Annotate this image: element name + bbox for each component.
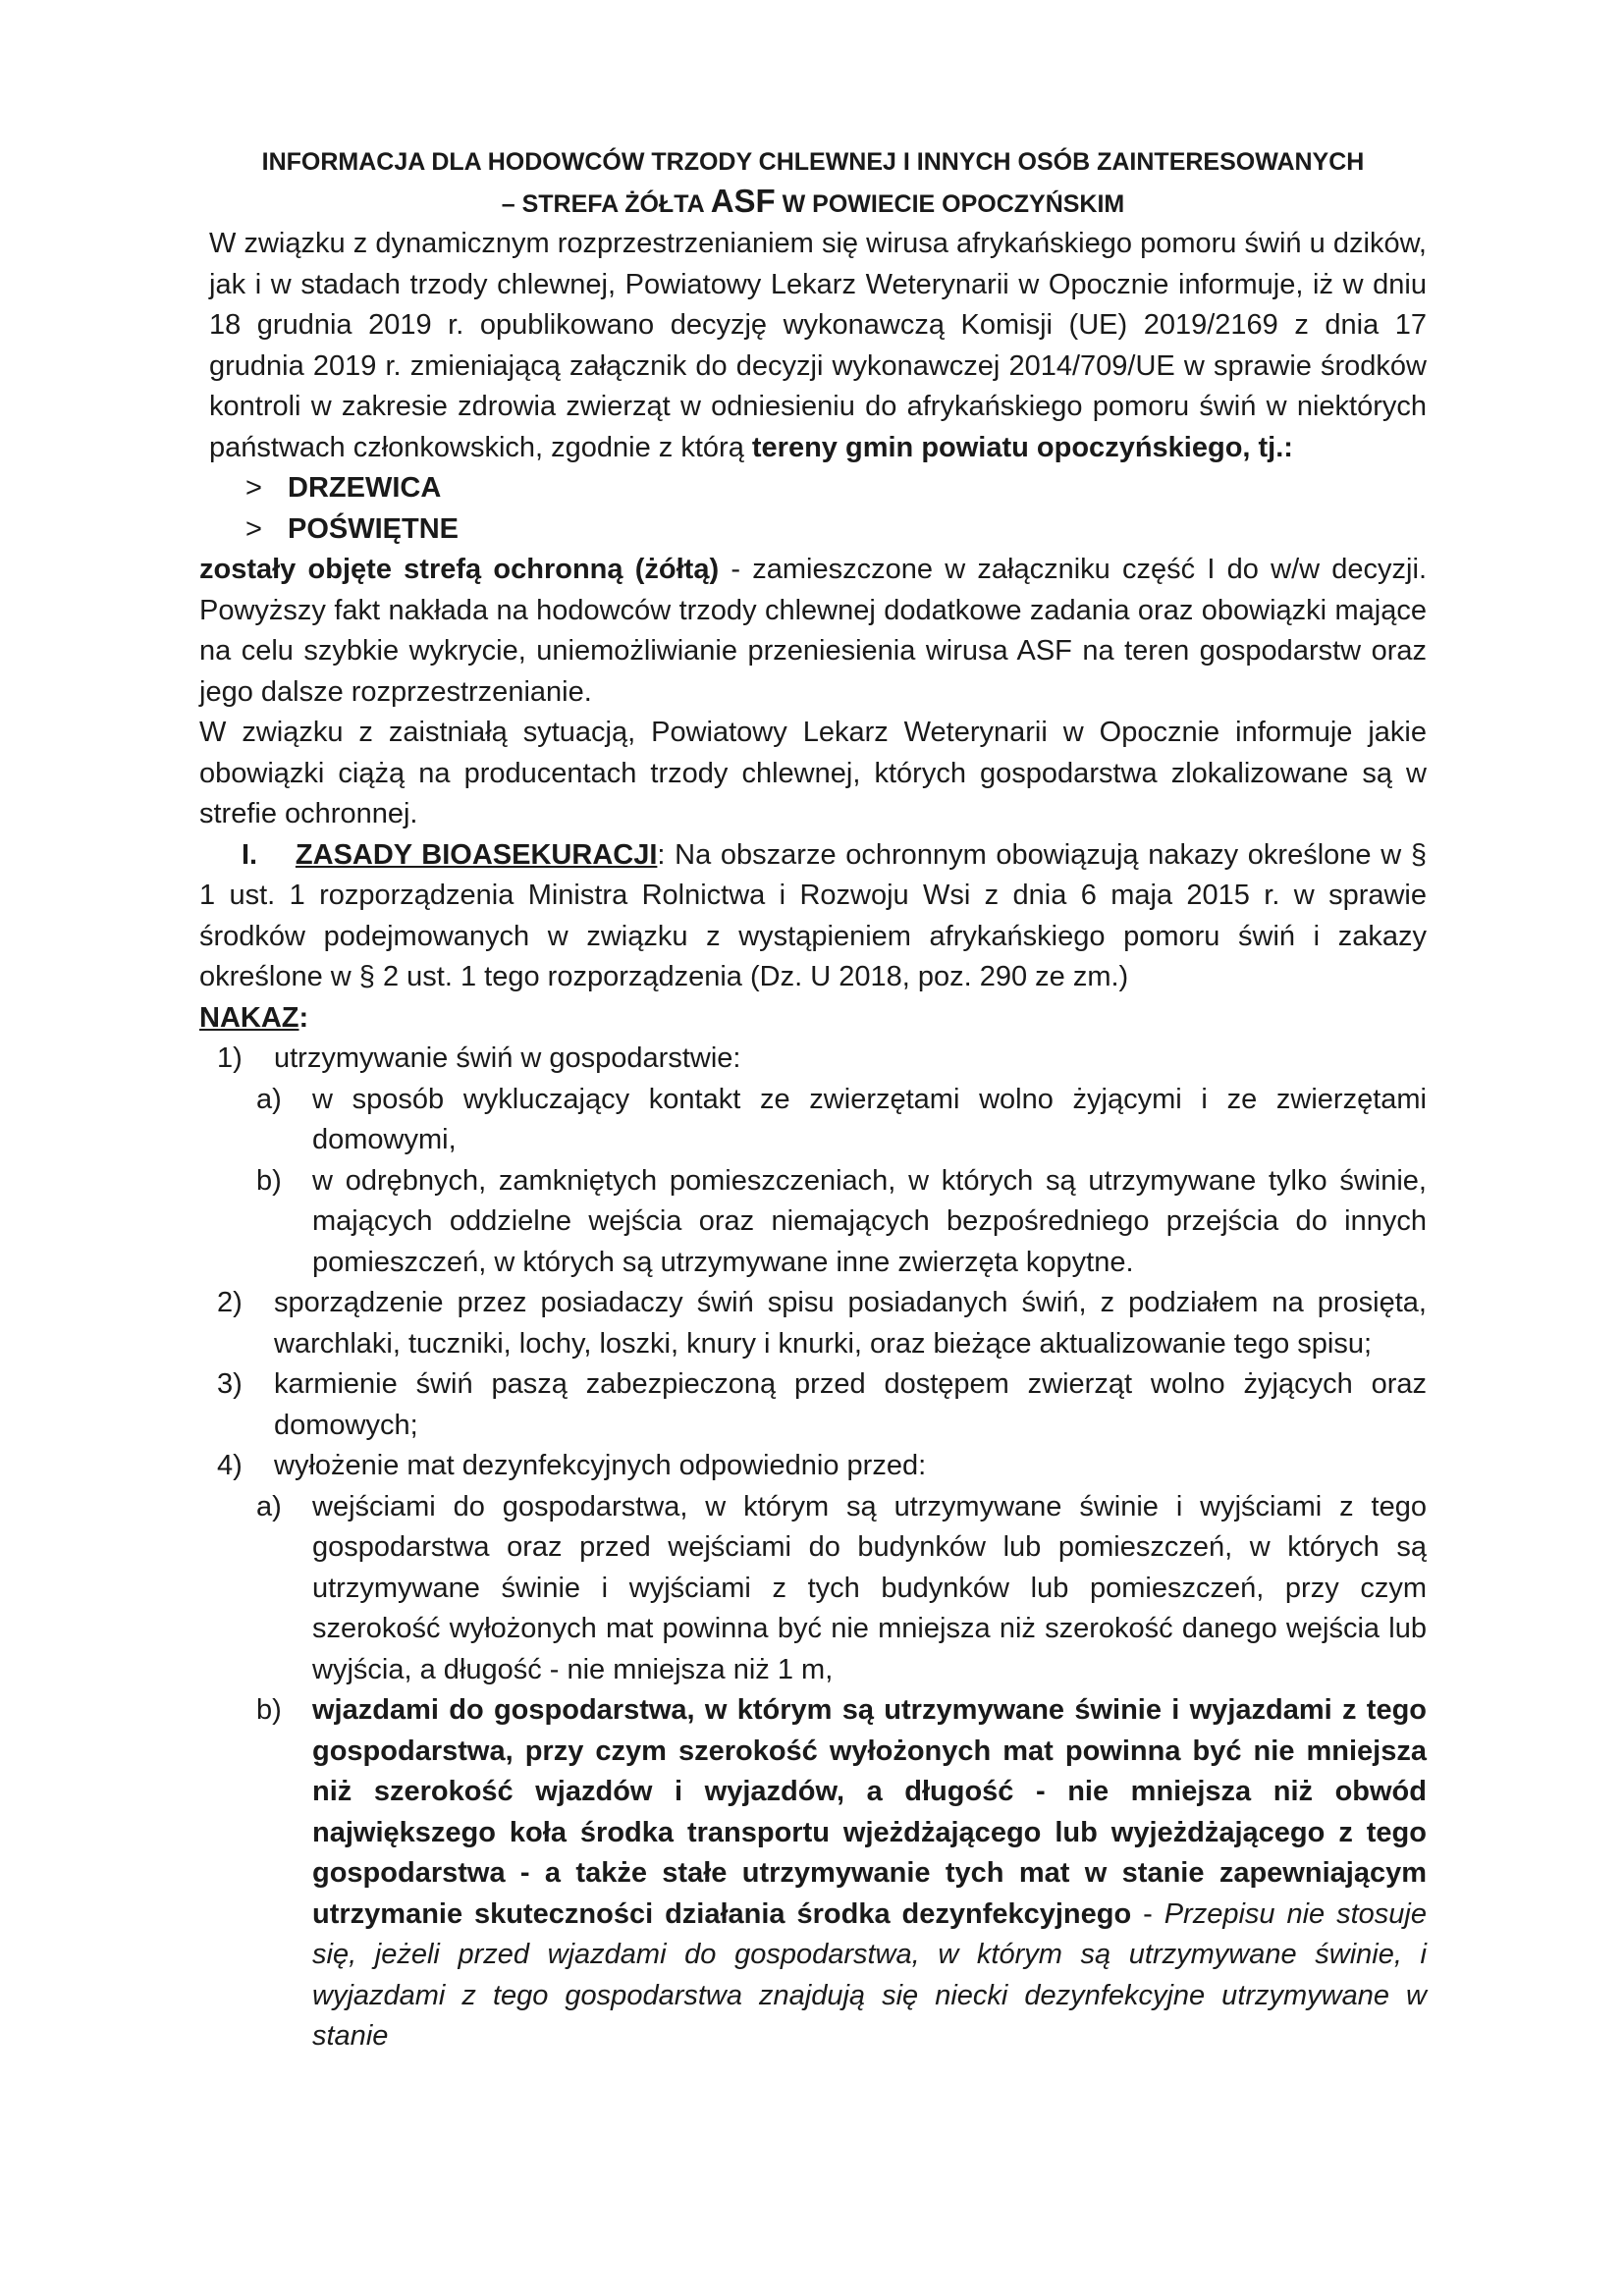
intro-bold: tereny gmin powiatu opoczyńskiego, tj.: xyxy=(751,431,1293,463)
intro-text: W związku z dynamicznym rozprzestrzenianiem się wirusa afrykańskiego pomoru świń u dzików, jak i w stadach trzody chlewnej, Powiatowy Lekarz Weterynarii w Opocznie informuje, iż w dniu 18 grudnia 2019 r. opublikowano decyzję wykonawczą Komisji (UE) 2019/2169 z dnia 17 grudnia 2019 r. zmieniającą załącznik do decyzji wykonawczej 2014/709/UE w sprawie środków kontroli w zakresie zdrowia zwierząt w odniesieniu do afrykańskiego pomoru świń w niektórych państwach członkowskich, zgodnie z którą xyxy=(209,228,1427,463)
item-italic-text: Przepisu nie stosuje się, jeżeli przed wjazdami do gospodarstwa, w którym są utrzymywane świnie, i wyjazdami z tego gospodarstwa znajdują się niecki dezynfekcyjne utrzymywane w stanie xyxy=(312,1897,1427,2052)
section-1-paragraph xyxy=(199,835,1427,998)
nakaz-label xyxy=(199,998,1427,1040)
list-item xyxy=(199,1283,1427,1364)
list-item xyxy=(256,1080,1427,1161)
title-line-2-prefix: – STREFA ŻÓŁTA xyxy=(501,190,711,218)
item-text: utrzymywanie świń w gospodarstwie: xyxy=(274,1042,741,1074)
list-item xyxy=(245,468,1427,509)
item-bold-text: wjazdami do gospodarstwa, w którym są utrzymywane świnie i wyjazdami z tego gospodarstwa, przy czym szerokość wyłożonych mat powinna być nie mniejsza niż szerokość wjazdów i wyjazdów, a długość - nie mniejsza niż obwód największego koła środka transportu wjeżdżającego lub wyjeżdżającego z tego gospodarstwa - a także stałe utrzymywanie tych mat w stanie zapewniającym utrzymanie skuteczności działania środka dezynfekcyjnego xyxy=(312,1694,1427,1930)
section-1-text: Na obszarze ochronnym obowiązują nakazy określone w § 1 ust. 1 rozporządzenia Ministra Rolnictwa i Rozwoju Wsi z dnia 6 maja 2015 r. w sprawie środków podejmowanych w związku z wystąpieniem afrykańskiego pomoru świń i zakazy określone w § 2 ust. 1 tego rozporządzenia (Dz. U 2018, poz. 290 ze zm.) xyxy=(199,838,1427,992)
title-asf: ASF xyxy=(710,183,776,219)
item-text: karmienie świń paszą zabezpieczoną przed dostępem zwierząt wolno żyjących oraz domowych; xyxy=(274,1368,1427,1441)
list-item xyxy=(256,1690,1427,2057)
list-marker: > xyxy=(245,472,262,504)
gmina-drzewica: DRZEWICA xyxy=(288,472,442,504)
list-marker: > xyxy=(245,512,262,545)
item-number: 2) xyxy=(217,1287,243,1318)
document-title xyxy=(199,142,1427,224)
list-item xyxy=(256,1487,1427,1691)
item-letter: a) xyxy=(256,1490,282,1522)
item-text xyxy=(312,1690,1427,2057)
item-text: sporządzenie przez posiadaczy świń spisu posiadanych świń, z podziałem na prosięta, warchlaki, tuczniki, lochy, loszki, knury i knurki, oraz bieżące aktualizowanie tego spisu; xyxy=(274,1287,1427,1360)
list-item xyxy=(245,509,1427,551)
item-text: w odrębnych, zamkniętych pomieszczeniach, w których są utrzymywane tylko świnie, mających oddzielne wejścia oraz niemających bezpośredniego przejścia do innych pomieszczeń, w których są utrzymywane inne zwierzęta kopytne. xyxy=(312,1164,1427,1278)
item-text: wejściami do gospodarstwa, w którym są utrzymywane świnie i wyjściami z tego gospodarstwa oraz przed wejściami do budynków lub pomieszczeń, w których są utrzymywane świnie i wyjściami z tych budynków lub pomieszczeń, przy czym szerokość wyłożonych mat powinna być nie mniejsza niż szerokość danego wejścia lub wyjścia, a długość - nie mniejsza niż 1 m, xyxy=(312,1490,1427,1685)
title-line-2 xyxy=(199,182,1427,224)
list-item xyxy=(256,1161,1427,1284)
section-1-heading: ZASADY BIOASEKURACJI xyxy=(295,838,658,871)
situation-paragraph: W związku z zaistniałą sytuacją, Powiatowy Lekarz Weterynarii w Opocznie informuje jakie obowiązki ciążą na producentach trzody chlewnej, których gospodarstwa zlokalizowane są w strefie ochronnej. xyxy=(199,717,1427,829)
section-1-numeral: I. xyxy=(242,838,258,871)
zone-bold: zostały objęte strefą ochronną (żółtą) xyxy=(199,554,720,585)
item-letter: b) xyxy=(256,1694,282,1726)
item-number: 4) xyxy=(217,1450,243,1481)
title-line-1: INFORMACJA DLA HODOWCÓW TRZODY CHLEWNEJ I INNYCH OSÓB ZAINTERESOWANYCH xyxy=(261,148,1365,176)
nakaz-label-text: NAKAZ xyxy=(199,1001,299,1034)
item-text: w sposób wykluczający kontakt ze zwierzętami wolno żyjącymi i ze zwierzętami domowymi, xyxy=(312,1083,1427,1155)
item-separator: - xyxy=(1131,1897,1164,1930)
nakaz-colon: : xyxy=(298,1001,309,1034)
item-text: wyłożenie mat dezynfekcyjnych odpowiednio przed: xyxy=(274,1450,927,1481)
gminy-list xyxy=(199,468,1427,550)
title-line-2-suffix: W POWIECIE OPOCZYŃSKIM xyxy=(775,190,1125,218)
item-number: 3) xyxy=(217,1368,243,1400)
zone-paragraph xyxy=(199,550,1427,713)
intro-paragraph xyxy=(199,224,1427,468)
list-item xyxy=(199,1446,1427,1487)
list-item xyxy=(199,1364,1427,1446)
list-item xyxy=(199,1039,1427,1080)
item-number: 1) xyxy=(217,1042,243,1074)
item-letter: a) xyxy=(256,1083,282,1115)
zone-text: - zamieszczone w załączniku część I do w/w decyzji. Powyższy fakt nakłada na hodowców trzody chlewnej dodatkowe zadania oraz obowiązki mające na celu szybkie wykrycie, uniemożliwianie przeniesienia wirusa ASF na teren gospodarstw oraz jego dalsze rozprzestrzenianie. xyxy=(199,554,1427,708)
section-1-colon: : xyxy=(657,838,666,871)
item-letter: b) xyxy=(256,1164,282,1197)
gmina-poswietne: POŚWIĘTNE xyxy=(288,512,460,545)
